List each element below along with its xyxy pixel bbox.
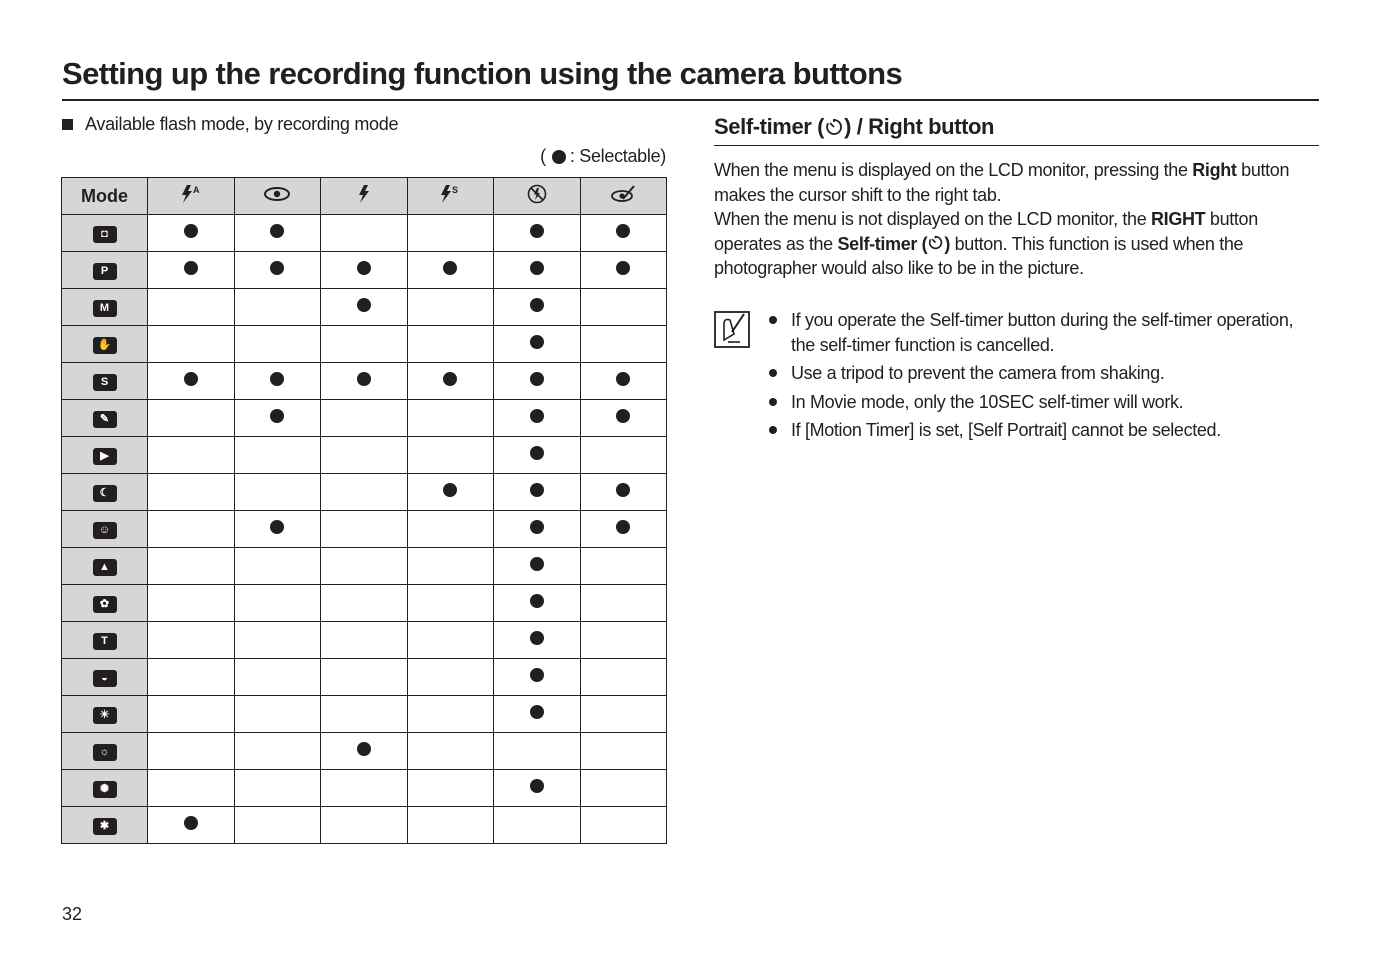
flash-cell-red-eye-fix: [580, 400, 667, 437]
flash-cell-red-eye-fix: [580, 659, 667, 696]
flash-cell-fill-in-flash: [321, 548, 408, 585]
table-row: [62, 400, 667, 437]
flash-cell-fill-in-flash: [321, 363, 408, 400]
section-title: [714, 112, 1319, 142]
selectable-dot-icon: [443, 372, 457, 386]
page-title: Setting up the recording function using the camera buttons: [62, 56, 903, 91]
flash-cell-red-eye-fix: [580, 289, 667, 326]
close-up-mode-icon: ✿: [93, 596, 117, 613]
para1-text-b: button makes the cursor shift to the right tab.: [714, 160, 1290, 205]
table-row: [62, 807, 667, 844]
table-row: [62, 696, 667, 733]
table-legend: [540, 146, 666, 167]
flash-cell-slow-sync: [407, 363, 494, 400]
flash-mode-table: [61, 177, 667, 844]
flash-cell-flash-off: [494, 770, 581, 807]
flash-cell-flash-off: [494, 622, 581, 659]
flash-cell-auto-flash: [148, 289, 235, 326]
mode-cell: [62, 770, 148, 807]
flash-cell-red-eye-reduction: [234, 215, 321, 252]
flash-cell-red-eye-fix: [580, 696, 667, 733]
selectable-dot-icon: [530, 409, 544, 423]
flash-cell-flash-off: [494, 733, 581, 770]
movie-mode-icon: ▶: [93, 448, 117, 465]
table-row: [62, 289, 667, 326]
flash-cell-auto-flash: [148, 326, 235, 363]
section-divider: [714, 145, 1319, 146]
flash-cell-slow-sync: [407, 511, 494, 548]
table-row: [62, 622, 667, 659]
flash-cell-slow-sync: [407, 585, 494, 622]
flash-cell-fill-in-flash: [321, 474, 408, 511]
description: [714, 158, 1319, 281]
mode-header: Mode: [62, 178, 148, 215]
selectable-dot-icon: [616, 372, 630, 386]
mode-cell: [62, 659, 148, 696]
table-row: [62, 326, 667, 363]
flash-off-icon: [527, 184, 547, 204]
mode-cell: [62, 289, 148, 326]
auto-mode-icon: ◘: [93, 226, 117, 243]
flash-cell-red-eye-fix: [580, 585, 667, 622]
flash-cell-slow-sync: [407, 400, 494, 437]
selectable-dot-icon: [270, 261, 284, 275]
flash-cell-flash-off: [494, 363, 581, 400]
section-title-part1: Self-timer (: [714, 114, 825, 139]
self-timer-inline-icon: [928, 235, 943, 250]
flash-cell-slow-sync: [407, 622, 494, 659]
flash-cell-fill-in-flash: [321, 289, 408, 326]
flash-cell-red-eye-reduction: [234, 622, 321, 659]
flash-cell-flash-off: [494, 659, 581, 696]
para2-bold-self-timer-a: Self-timer (: [837, 233, 928, 254]
dawn-mode-icon: ☀: [93, 707, 117, 724]
flash-cell-slow-sync: [407, 696, 494, 733]
selectable-dot-icon: [530, 224, 544, 238]
selectable-dot-icon: [530, 483, 544, 497]
flash-cell-auto-flash: [148, 659, 235, 696]
landscape-mode-icon: ▲: [93, 559, 117, 576]
flash-cell-red-eye-reduction: [234, 400, 321, 437]
manual-mode-icon: M: [93, 300, 117, 317]
mode-cell: [62, 733, 148, 770]
table-row: [62, 585, 667, 622]
mode-cell: [62, 326, 148, 363]
flash-cell-red-eye-reduction: [234, 770, 321, 807]
selectable-dot-icon: [184, 372, 198, 386]
flash-cell-slow-sync: [407, 548, 494, 585]
mode-cell: [62, 363, 148, 400]
flash-cell-red-eye-fix: [580, 548, 667, 585]
flash-cell-auto-flash: [148, 807, 235, 844]
mode-cell: [62, 252, 148, 289]
paragraph-right-no-menu: [714, 207, 1319, 281]
red-eye-reduction-icon: [263, 186, 291, 202]
flash-cell-fill-in-flash: [321, 437, 408, 474]
table-row: [62, 511, 667, 548]
para2-bold-self-timer-b: ): [944, 233, 950, 254]
selectable-dot-icon: [530, 631, 544, 645]
flash-cell-red-eye-reduction: [234, 511, 321, 548]
flash-cell-fill-in-flash: [321, 215, 408, 252]
mode-cell: [62, 807, 148, 844]
flash-cell-flash-off: [494, 511, 581, 548]
flash-cell-auto-flash: [148, 215, 235, 252]
para2-text-b: button operates as the: [714, 209, 1258, 254]
selectable-dot-icon: [530, 446, 544, 460]
flash-cell-fill-in-flash: [321, 585, 408, 622]
flash-cell-auto-flash: [148, 770, 235, 807]
selectable-dot-icon: [270, 409, 284, 423]
mode-cell: [62, 511, 148, 548]
flash-cell-fill-in-flash: [321, 770, 408, 807]
selectable-dot-icon: [616, 520, 630, 534]
page-number: 32: [62, 904, 83, 924]
header-auto-flash: [148, 178, 235, 215]
smart-auto-mode-icon: S: [93, 374, 117, 391]
header-fill-in-flash: [321, 178, 408, 215]
flash-cell-red-eye-reduction: [234, 289, 321, 326]
note-item: If you operate the Self-timer button during the self-timer operation, the self-timer function is cancelled.: [766, 308, 1319, 357]
selectable-dot-icon: [270, 372, 284, 386]
header-slow-sync: [407, 178, 494, 215]
selectable-dot-icon: [443, 261, 457, 275]
flash-cell-red-eye-reduction: [234, 733, 321, 770]
para2-text-c: button. This function is used when the photographer would also like to be in the picture.: [714, 233, 1244, 278]
table-row: [62, 363, 667, 400]
flash-cell-red-eye-fix: [580, 511, 667, 548]
flash-cell-slow-sync: [407, 733, 494, 770]
selectable-dot-icon: [530, 705, 544, 719]
flash-cell-red-eye-reduction: [234, 326, 321, 363]
flash-cell-flash-off: [494, 474, 581, 511]
selectable-dot-icon: [357, 742, 371, 756]
beach-snow-mode-icon: ✱: [93, 818, 117, 835]
flash-cell-slow-sync: [407, 252, 494, 289]
flash-cell-auto-flash: [148, 696, 235, 733]
flash-cell-fill-in-flash: [321, 696, 408, 733]
flash-cell-flash-off: [494, 696, 581, 733]
selectable-dot-icon: [270, 224, 284, 238]
fireworks-mode-icon: ✺: [93, 781, 117, 798]
slow-sync-icon: [439, 184, 461, 204]
flash-cell-fill-in-flash: [321, 807, 408, 844]
fill-in-flash-icon: [357, 184, 371, 204]
flash-cell-auto-flash: [148, 400, 235, 437]
flash-cell-auto-flash: [148, 252, 235, 289]
selectable-dot-icon: [616, 261, 630, 275]
flash-cell-red-eye-fix: [580, 622, 667, 659]
selectable-dot-icon: [530, 298, 544, 312]
notes-list: [766, 308, 1319, 447]
mode-cell: [62, 585, 148, 622]
paragraph-right-menu: [714, 158, 1319, 207]
flash-cell-red-eye-fix: [580, 437, 667, 474]
mode-cell: [62, 400, 148, 437]
flash-cell-red-eye-fix: [580, 363, 667, 400]
flash-cell-auto-flash: [148, 363, 235, 400]
section-title-part2: ) / Right button: [844, 114, 995, 139]
header-flash-off: [494, 178, 581, 215]
table-row: [62, 659, 667, 696]
selectable-dot-icon: [552, 150, 566, 164]
mode-cell: [62, 474, 148, 511]
night-mode-icon: ☾: [93, 485, 117, 502]
para2-bold-right: RIGHT: [1151, 209, 1206, 229]
legend-text: : Selectable): [569, 146, 666, 166]
flash-cell-auto-flash: [148, 511, 235, 548]
legend-open: (: [540, 146, 546, 166]
note-item: In Movie mode, only the 10SEC self-timer will work.: [766, 390, 1319, 415]
table-row: [62, 252, 667, 289]
table-header-row: [62, 178, 667, 215]
selectable-dot-icon: [357, 261, 371, 275]
flash-cell-red-eye-fix: [580, 770, 667, 807]
note-item: Use a tripod to prevent the camera from shaking.: [766, 361, 1319, 386]
flash-cell-fill-in-flash: [321, 400, 408, 437]
selectable-dot-icon: [443, 483, 457, 497]
flash-cell-red-eye-reduction: [234, 252, 321, 289]
selectable-dot-icon: [616, 483, 630, 497]
flash-cell-red-eye-reduction: [234, 437, 321, 474]
flash-cell-slow-sync: [407, 289, 494, 326]
mode-cell: [62, 548, 148, 585]
flash-cell-slow-sync: [407, 659, 494, 696]
flash-cell-auto-flash: [148, 474, 235, 511]
note-item: If [Motion Timer] is set, [Self Portrait] cannot be selected.: [766, 418, 1319, 443]
flash-cell-slow-sync: [407, 437, 494, 474]
flash-cell-red-eye-fix: [580, 733, 667, 770]
mode-cell: [62, 215, 148, 252]
flash-cell-red-eye-reduction: [234, 696, 321, 733]
red-eye-fix-icon: [609, 184, 637, 204]
flash-cell-flash-off: [494, 400, 581, 437]
flash-cell-flash-off: [494, 252, 581, 289]
flash-cell-auto-flash: [148, 437, 235, 474]
selectable-dot-icon: [530, 668, 544, 682]
para2-text-a: When the menu is not displayed on the LCD monitor, the: [714, 209, 1152, 229]
selectable-dot-icon: [184, 261, 198, 275]
selectable-dot-icon: [616, 409, 630, 423]
flash-cell-red-eye-reduction: [234, 548, 321, 585]
square-bullet-icon: [62, 119, 73, 130]
header-red-eye-fix: [580, 178, 667, 215]
selectable-dot-icon: [616, 224, 630, 238]
flash-cell-red-eye-fix: [580, 807, 667, 844]
flash-cell-fill-in-flash: [321, 252, 408, 289]
flash-cell-flash-off: [494, 215, 581, 252]
flash-cell-flash-off: [494, 807, 581, 844]
header-red-eye: [234, 178, 321, 215]
flash-cell-red-eye-fix: [580, 252, 667, 289]
flash-cell-flash-off: [494, 289, 581, 326]
flash-cell-slow-sync: [407, 770, 494, 807]
self-timer-icon: [825, 118, 843, 136]
flash-cell-auto-flash: [148, 585, 235, 622]
table-caption: [62, 114, 398, 135]
selectable-dot-icon: [184, 816, 198, 830]
flash-cell-red-eye-fix: [580, 215, 667, 252]
para1-text-a: When the menu is displayed on the LCD monitor, pressing the: [714, 160, 1193, 180]
sunset-mode-icon: ◒: [93, 670, 117, 687]
flash-cell-red-eye-fix: [580, 326, 667, 363]
beauty-shot-mode-icon: ✎: [93, 411, 117, 428]
flash-cell-fill-in-flash: [321, 511, 408, 548]
dual-is-mode-icon: ✋: [93, 337, 117, 354]
selectable-dot-icon: [357, 298, 371, 312]
text-mode-icon: T: [93, 633, 117, 650]
flash-cell-fill-in-flash: [321, 733, 408, 770]
flash-cell-fill-in-flash: [321, 622, 408, 659]
flash-cell-slow-sync: [407, 326, 494, 363]
flash-cell-red-eye-reduction: [234, 363, 321, 400]
auto-flash-sup: A: [192, 184, 200, 195]
selectable-dot-icon: [530, 520, 544, 534]
flash-cell-auto-flash: [148, 548, 235, 585]
flash-cell-flash-off: [494, 585, 581, 622]
selectable-dot-icon: [530, 335, 544, 349]
table-row: [62, 215, 667, 252]
flash-cell-slow-sync: [407, 215, 494, 252]
flash-cell-red-eye-reduction: [234, 807, 321, 844]
flash-cell-auto-flash: [148, 622, 235, 659]
table-row: [62, 437, 667, 474]
flash-cell-red-eye-reduction: [234, 474, 321, 511]
selectable-dot-icon: [184, 224, 198, 238]
program-mode-icon: P: [93, 263, 117, 280]
title-divider: [62, 99, 1319, 101]
para2-bold-self-timer: [838, 234, 950, 254]
table-row: [62, 733, 667, 770]
mode-cell: [62, 622, 148, 659]
flash-cell-flash-off: [494, 326, 581, 363]
flash-cell-fill-in-flash: [321, 659, 408, 696]
flash-cell-fill-in-flash: [321, 326, 408, 363]
mode-cell: [62, 437, 148, 474]
mode-cell: [62, 696, 148, 733]
flash-cell-red-eye-reduction: [234, 659, 321, 696]
flash-cell-flash-off: [494, 548, 581, 585]
selectable-dot-icon: [530, 261, 544, 275]
selectable-dot-icon: [530, 779, 544, 793]
auto-flash-icon: [180, 184, 202, 204]
table-row: [62, 770, 667, 807]
para1-bold: Right: [1192, 160, 1237, 180]
selectable-dot-icon: [270, 520, 284, 534]
selectable-dot-icon: [530, 557, 544, 571]
table-row: [62, 474, 667, 511]
flash-cell-red-eye-fix: [580, 474, 667, 511]
flash-cell-slow-sync: [407, 807, 494, 844]
table-row: [62, 548, 667, 585]
flash-cell-slow-sync: [407, 474, 494, 511]
flash-cell-flash-off: [494, 437, 581, 474]
flash-cell-red-eye-reduction: [234, 585, 321, 622]
backlight-mode-icon: ☼: [93, 744, 117, 761]
caption-text: Available flash mode, by recording mode: [85, 114, 399, 134]
selectable-dot-icon: [530, 372, 544, 386]
selectable-dot-icon: [530, 594, 544, 608]
note-icon: [714, 310, 752, 355]
flash-cell-auto-flash: [148, 733, 235, 770]
selectable-dot-icon: [357, 372, 371, 386]
portrait-mode-icon: ☺: [93, 522, 117, 539]
slow-sync-sup: S: [452, 184, 459, 195]
